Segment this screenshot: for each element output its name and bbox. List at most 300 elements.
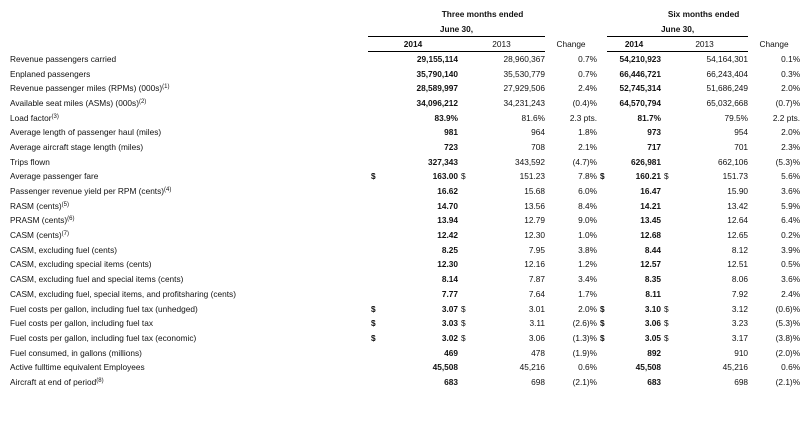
q-2013-value: 12.79	[524, 215, 545, 226]
table-row	[0, 228, 800, 243]
s-2014-value: 13.45	[640, 215, 662, 226]
row-label	[0, 125, 368, 140]
s-2014-value: 8.11	[645, 288, 662, 299]
row-label	[0, 96, 368, 111]
s-2013-value: 7.92	[731, 288, 749, 299]
q-change-value: 2.4%	[578, 83, 598, 94]
q-cur-currency: $	[371, 303, 376, 314]
q-2014-value: 13.94	[437, 215, 458, 226]
q-change-value: 2.3 pts.	[569, 112, 598, 123]
s-2014-value: 8.35	[644, 274, 662, 285]
s-2014-value: 892	[647, 347, 662, 358]
q-2014-value: 29,155,114	[416, 53, 458, 64]
q-cur-currency	[368, 375, 382, 390]
s-2013-value: 151.73	[722, 171, 749, 182]
three-months-change-header: Change	[556, 38, 586, 49]
q-change-value: 0.7%	[578, 53, 598, 64]
q-2014-value: 12.42	[437, 230, 458, 241]
row-label-text: Revenue passengers carried	[10, 53, 117, 64]
s-2014-value: 3.06	[644, 318, 662, 329]
q-2013-value: 81.6%	[521, 112, 545, 123]
q-cur-currency: $	[371, 318, 376, 329]
s-change-value: 0.5%	[781, 259, 800, 270]
q-2014-value: 83.9%	[434, 112, 458, 123]
row-label-text: Fuel costs per gallon, including fuel tax (unhedged)	[10, 303, 198, 314]
q-prev-currency	[458, 228, 475, 243]
s-2013-value: 8.12	[731, 244, 749, 255]
s-prev-currency	[661, 258, 678, 273]
s-2013-value: 3.12	[731, 303, 749, 314]
row-label	[0, 258, 368, 273]
row-label	[0, 346, 368, 361]
row-label-text: CASM, excluding fuel, special items, and profitsharing (cents)	[10, 288, 236, 299]
s-2014-value: 81.7%	[637, 112, 662, 123]
q-2014-value: 327,343	[428, 156, 458, 167]
q-2014-value: 34,096,212	[416, 97, 458, 108]
q-2014-value: 12.30	[437, 259, 458, 270]
row-label	[0, 111, 368, 126]
q-prev-currency	[458, 81, 475, 96]
s-2013-value: 45,216	[722, 362, 749, 373]
q-change-value: 0.6%	[578, 362, 598, 373]
table-row	[0, 199, 800, 214]
s-2014-value: 64,570,794	[619, 97, 662, 108]
row-label-text: Passenger revenue yield per RPM (cents)	[10, 186, 165, 197]
s-prev-currency	[661, 52, 678, 67]
row-label	[0, 228, 368, 243]
s-change-value: 0.1%	[781, 53, 800, 64]
table-row	[0, 243, 800, 258]
s-2013-value: 12.65	[727, 230, 749, 241]
q-change-value: 1.0%	[578, 230, 598, 241]
q-change-value: 1.2%	[578, 259, 598, 270]
s-2013-value: 910	[734, 347, 749, 358]
q-cur-currency	[368, 272, 382, 287]
q-cur-currency	[368, 258, 382, 273]
q-cur-currency	[368, 52, 382, 67]
s-prev-currency: $	[664, 303, 669, 314]
q-change-value: 2.0%	[578, 303, 598, 314]
table-row	[0, 375, 800, 390]
q-prev-currency	[458, 199, 475, 214]
row-label	[0, 375, 368, 390]
q-2013-value: 7.64	[528, 288, 545, 299]
table-row	[0, 170, 800, 185]
row-label-text: CASM, excluding fuel and special items (cents)	[10, 274, 184, 285]
q-cur-currency	[368, 96, 382, 111]
q-change-value: (2.6)%	[572, 318, 598, 329]
q-2014-value: 45,508	[432, 362, 458, 373]
s-cur-currency	[597, 96, 607, 111]
s-2014-value: 52,745,314	[619, 83, 662, 94]
s-change-value: 3.6%	[781, 186, 800, 197]
q-change-value: 1.8%	[578, 127, 598, 138]
row-label-text: Average length of passenger haul (miles)	[10, 127, 162, 138]
q-change-value: 6.0%	[578, 186, 598, 197]
q-change-value: 2.1%	[578, 141, 598, 152]
s-prev-currency	[661, 287, 678, 302]
s-2013-value: 15.90	[727, 186, 749, 197]
table-row	[0, 184, 800, 199]
table-row	[0, 67, 800, 82]
q-change-value: 3.8%	[578, 244, 598, 255]
table-row	[0, 258, 800, 273]
s-2014-value: 54,210,923	[619, 53, 662, 64]
s-cur-currency	[597, 243, 607, 258]
row-label-text: Average aircraft stage length (miles)	[10, 141, 144, 152]
s-cur-currency	[597, 155, 607, 170]
s-change-value: 3.9%	[781, 244, 800, 255]
q-change-value: 8.4%	[578, 200, 598, 211]
six-months-2014-header: 2014	[607, 37, 661, 52]
row-label-text: Fuel costs per gallon, including fuel tax	[10, 318, 153, 329]
s-cur-currency	[597, 140, 607, 155]
s-2013-value: 13.42	[727, 200, 749, 211]
q-prev-currency	[458, 375, 475, 390]
table-row	[0, 96, 800, 111]
q-2014-value: 3.03	[441, 318, 458, 329]
table-header	[0, 0, 800, 52]
s-cur-currency	[597, 346, 607, 361]
s-2013-value: 79.5%	[724, 112, 749, 123]
s-prev-currency	[661, 96, 678, 111]
table-row	[0, 111, 800, 126]
s-cur-currency	[597, 125, 607, 140]
q-2014-value: 8.14	[441, 274, 458, 285]
s-change-value: 5.9%	[781, 200, 800, 211]
q-2014-value: 7.77	[441, 288, 458, 299]
q-change-value: 3.4%	[578, 274, 598, 285]
q-2013-value: 3.06	[528, 332, 545, 343]
q-cur-currency	[368, 228, 382, 243]
s-prev-currency	[661, 272, 678, 287]
row-label-text: Revenue passenger miles (RPMs) (000s)	[10, 83, 163, 94]
q-cur-currency	[368, 184, 382, 199]
s-change-value: (5.3)%	[775, 156, 800, 167]
q-2014-value: 28,589,997	[416, 83, 458, 94]
s-cur-currency	[597, 111, 607, 126]
row-label	[0, 214, 368, 229]
s-change-value: 5.6%	[781, 171, 800, 182]
q-prev-currency	[458, 184, 475, 199]
q-2014-value: 16.62	[437, 186, 458, 197]
q-prev-currency	[458, 111, 475, 126]
q-cur-currency: $	[371, 171, 376, 182]
q-2013-value: 35,530,779	[503, 68, 545, 79]
row-label	[0, 184, 368, 199]
q-2013-value: 3.01	[528, 303, 545, 314]
table-row	[0, 302, 800, 317]
q-2014-value: 35,790,140	[416, 68, 458, 79]
q-prev-currency: $	[461, 303, 466, 314]
s-2014-value: 14.21	[640, 200, 662, 211]
q-2014-value: 3.02	[441, 332, 458, 343]
row-label-text: CASM, excluding fuel (cents)	[10, 244, 117, 255]
footnote-marker: (1)	[162, 84, 170, 91]
s-2013-value: 12.64	[727, 215, 749, 226]
s-prev-currency	[661, 228, 678, 243]
s-2014-value: 973	[647, 127, 662, 138]
row-label-text: PRASM (cents)	[10, 215, 68, 226]
s-2014-value: 66,446,721	[619, 68, 662, 79]
s-2014-value: 8.44	[644, 244, 662, 255]
table-row	[0, 287, 800, 302]
row-label-text: RASM (cents)	[10, 200, 62, 211]
q-change-value: (4.7)%	[572, 156, 598, 167]
footnote-marker: (7)	[61, 231, 69, 238]
q-cur-currency	[368, 243, 382, 258]
row-label	[0, 360, 368, 375]
q-cur-currency	[368, 67, 382, 82]
row-label-text: CASM, excluding special items (cents)	[10, 259, 152, 270]
six-months-2013-header: 2013	[661, 37, 748, 52]
q-2013-value: 708	[531, 141, 545, 152]
q-change-value: (2.1)%	[572, 376, 598, 387]
s-cur-currency	[597, 272, 607, 287]
q-cur-currency	[368, 81, 382, 96]
table-row	[0, 360, 800, 375]
s-change-value: 2.3%	[781, 141, 800, 152]
q-change-value: 9.0%	[578, 215, 598, 226]
s-prev-currency	[661, 243, 678, 258]
row-label-text: Load factor	[10, 112, 52, 123]
q-2013-value: 478	[531, 347, 545, 358]
s-2013-value: 12.51	[727, 259, 749, 270]
s-2013-value: 3.23	[731, 318, 749, 329]
row-label-text: Fuel consumed, in gallons (millions)	[10, 347, 142, 358]
s-cur-currency	[597, 199, 607, 214]
table-row	[0, 155, 800, 170]
s-2013-value: 698	[734, 376, 749, 387]
q-prev-currency	[458, 243, 475, 258]
q-2013-value: 27,929,506	[503, 83, 545, 94]
q-2013-value: 964	[531, 127, 545, 138]
q-2013-value: 698	[531, 376, 545, 387]
s-cur-currency	[597, 258, 607, 273]
q-2014-value: 469	[444, 347, 458, 358]
q-2014-value: 981	[444, 127, 458, 138]
q-cur-currency: $	[371, 332, 376, 343]
s-prev-currency	[661, 155, 678, 170]
s-2014-value: 160.21	[635, 171, 662, 182]
s-2014-value: 3.10	[644, 303, 662, 314]
s-2014-value: 45,508	[635, 362, 662, 373]
row-label-text: Available seat miles (ASMs) (000s)	[10, 97, 139, 108]
footnote-marker: (6)	[67, 216, 75, 223]
q-prev-currency	[458, 67, 475, 82]
s-cur-currency	[597, 184, 607, 199]
s-change-value: 2.4%	[781, 288, 800, 299]
q-2013-value: 7.87	[528, 274, 545, 285]
row-label	[0, 81, 368, 96]
s-2014-value: 12.57	[640, 259, 662, 270]
s-change-value: (3.8)%	[775, 332, 800, 343]
s-cur-currency	[597, 81, 607, 96]
s-change-value: 0.3%	[781, 68, 800, 79]
s-cur-currency: $	[600, 303, 605, 314]
s-change-value: (2.1)%	[775, 376, 800, 387]
q-2014-value: 683	[444, 376, 458, 387]
q-2013-value: 343,592	[515, 156, 545, 167]
s-change-value: (0.7)%	[775, 97, 800, 108]
q-cur-currency	[368, 287, 382, 302]
three-months-2014-header: 2014	[368, 37, 458, 52]
s-change-value: 0.6%	[781, 362, 800, 373]
row-label-text: Aircraft at end of period	[10, 376, 97, 387]
q-cur-currency	[368, 140, 382, 155]
s-2013-value: 954	[734, 127, 749, 138]
q-2014-value: 3.07	[441, 303, 458, 314]
s-2013-value: 701	[734, 141, 749, 152]
footnote-marker: (8)	[96, 377, 104, 384]
row-label	[0, 170, 368, 185]
s-cur-currency	[597, 228, 607, 243]
q-2014-value: 163.00	[432, 171, 458, 182]
s-prev-currency	[661, 67, 678, 82]
s-2013-value: 662,106	[718, 156, 749, 167]
s-prev-currency: $	[664, 171, 669, 182]
three-months-2013-header: 2013	[458, 37, 545, 52]
row-label	[0, 155, 368, 170]
q-cur-currency	[368, 125, 382, 140]
s-2013-value: 66,243,404	[706, 68, 749, 79]
table-row	[0, 346, 800, 361]
q-change-value: 7.8%	[578, 171, 598, 182]
s-prev-currency	[661, 214, 678, 229]
row-label	[0, 302, 368, 317]
s-2013-value: 65,032,668	[706, 97, 749, 108]
q-prev-currency	[458, 214, 475, 229]
s-2014-value: 683	[647, 376, 662, 387]
row-label	[0, 331, 368, 346]
three-months-period-end: June 30,	[368, 22, 545, 37]
q-cur-currency	[368, 360, 382, 375]
q-change-value: 0.7%	[578, 68, 598, 79]
q-change-value: 1.7%	[578, 288, 598, 299]
q-cur-currency	[368, 346, 382, 361]
q-change-value: (1.3)%	[572, 332, 598, 343]
q-prev-currency	[458, 287, 475, 302]
s-change-value: 2.0%	[781, 127, 800, 138]
table-row	[0, 81, 800, 96]
table-row	[0, 140, 800, 155]
six-months-heading: Six months ended	[667, 8, 740, 19]
s-change-value: 3.6%	[781, 274, 800, 285]
q-change-value: (0.4)%	[572, 97, 598, 108]
table-row	[0, 52, 800, 67]
q-prev-currency	[458, 140, 475, 155]
row-label	[0, 272, 368, 287]
q-2013-value: 15.68	[524, 186, 545, 197]
q-prev-currency	[458, 346, 475, 361]
s-change-value: 2.0%	[781, 83, 800, 94]
q-2014-value: 723	[444, 141, 458, 152]
s-prev-currency	[661, 111, 678, 126]
q-prev-currency: $	[461, 171, 466, 182]
q-cur-currency	[368, 155, 382, 170]
q-prev-currency: $	[461, 332, 466, 343]
footnote-marker: (4)	[164, 187, 172, 194]
q-prev-currency	[458, 258, 475, 273]
q-cur-currency	[368, 199, 382, 214]
s-cur-currency	[597, 375, 607, 390]
row-label-text: CASM (cents)	[10, 230, 62, 241]
row-label	[0, 67, 368, 82]
s-change-value: (5.3)%	[775, 318, 800, 329]
s-cur-currency	[597, 67, 607, 82]
row-label	[0, 52, 368, 67]
row-label-text: Fuel costs per gallon, including fuel tax (economic)	[10, 332, 197, 343]
s-2014-value: 3.05	[644, 332, 662, 343]
footnote-marker: (5)	[61, 201, 69, 208]
row-label-text: Active fulltime equivalent Employees	[10, 362, 145, 373]
q-2014-value: 8.25	[441, 244, 458, 255]
six-months-period-end: June 30,	[607, 22, 748, 37]
q-2013-value: 34,231,243	[503, 97, 545, 108]
footnote-marker: (3)	[51, 113, 59, 120]
q-prev-currency: $	[461, 318, 466, 329]
s-change-value: 0.2%	[781, 230, 800, 241]
s-cur-currency: $	[600, 318, 605, 329]
s-change-value: (0.6)%	[775, 303, 800, 314]
s-cur-currency	[597, 214, 607, 229]
row-label-text: Enplaned passengers	[10, 68, 91, 79]
s-2013-value: 54,164,301	[706, 53, 749, 64]
footnote-marker: (2)	[138, 98, 147, 105]
q-prev-currency	[458, 96, 475, 111]
q-prev-currency	[458, 272, 475, 287]
table-row	[0, 214, 800, 229]
s-2014-value: 12.68	[640, 230, 662, 241]
row-label	[0, 287, 368, 302]
q-2013-value: 12.30	[524, 230, 545, 241]
row-label-text: Average passenger fare	[10, 171, 99, 182]
s-2014-value: 626,981	[631, 156, 662, 167]
q-change-value: (1.9)%	[572, 347, 598, 358]
s-prev-currency	[661, 184, 678, 199]
row-label-text: Trips flown	[10, 156, 50, 167]
table-body	[0, 52, 800, 390]
s-cur-currency: $	[600, 171, 605, 182]
row-label	[0, 243, 368, 258]
table-row	[0, 316, 800, 331]
s-cur-currency: $	[600, 332, 605, 343]
q-prev-currency	[458, 125, 475, 140]
s-change-value: 2.2 pts.	[772, 112, 800, 123]
q-2013-value: 151.23	[519, 171, 545, 182]
row-label	[0, 199, 368, 214]
q-2013-value: 12.16	[524, 259, 545, 270]
q-2013-value: 28,960,367	[503, 53, 545, 64]
row-label	[0, 140, 368, 155]
s-prev-currency	[661, 125, 678, 140]
s-prev-currency	[661, 81, 678, 96]
three-months-heading: Three months ended	[441, 8, 524, 19]
s-2014-value: 16.47	[640, 186, 662, 197]
table-row	[0, 125, 800, 140]
q-2013-value: 13.56	[524, 200, 545, 211]
s-prev-currency	[661, 346, 678, 361]
q-cur-currency	[368, 214, 382, 229]
table-row	[0, 272, 800, 287]
q-2013-value: 3.11	[529, 318, 545, 329]
s-cur-currency	[597, 52, 607, 67]
s-prev-currency	[661, 140, 678, 155]
s-prev-currency	[661, 199, 678, 214]
q-prev-currency	[458, 360, 475, 375]
q-2013-value: 7.95	[528, 244, 545, 255]
s-prev-currency: $	[664, 332, 669, 343]
